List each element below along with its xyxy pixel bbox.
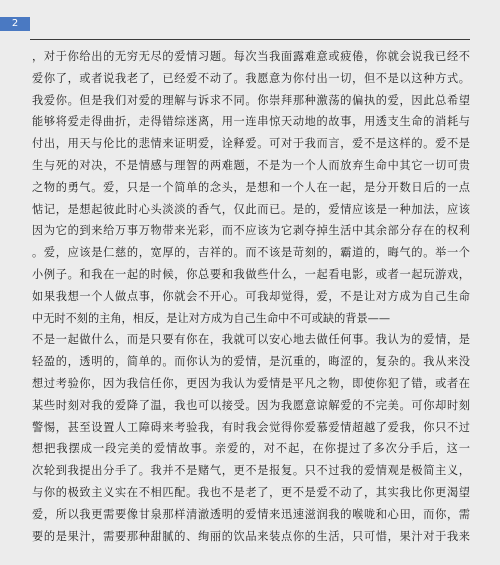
text-line: 不是一起做什么，而是只要有你在，我就可以安心地去做任何事。我认为的爱情，是 <box>32 333 470 347</box>
text-line: 次轮到我提出分手了。我并不是赌气，更不是报复。只不过我的爱情观是极简主义， <box>32 464 470 478</box>
text-line: 之物的勇气。爱，只是一个简单的念头，是想和一个人在一起，是分开数日后的一点 <box>32 180 470 194</box>
text-line: 。爱，应该是仁慈的，宽厚的，吉祥的。而不该是苛刻的，霸道的，晦气的。举一个 <box>32 246 470 260</box>
text-line: 生与死的对决，不是情感与理智的两难题，不是为一个人而放弃生命中其它一切可贵 <box>32 158 470 172</box>
text-line: 爱，所以我更需要像甘泉那样清澈透明的爱情来迅速滋润我的喉咙和心田，而你，需 <box>32 507 470 521</box>
text-line: 想把我摆成一段完美的爱情故事。亲爱的，对不起，在你提过了多次分手后，这一 <box>32 442 470 456</box>
text-line: 我爱你。但是我们对爱的理解与诉求不同。你崇拜那种激荡的偏执的爱，因此总希望 <box>32 93 470 107</box>
text-line: 能够将爱走得曲折，走得错综迷离，用一连串惊天动地的故事，用透支生命的消耗与 <box>32 115 470 129</box>
text-line: 爱你了，或者说我老了，已经爱不动了。我愿意为你付出一切，但不是以这种方式。 <box>32 71 470 85</box>
text-line: 某些时刻对我的爱降了温，我也可以接受。因为我愿意谅解爱的不完美。可你却时刻 <box>32 398 470 412</box>
text-line: 要的是果汁，需要那种甜腻的、绚丽的饮品来装点你的生活，只可惜，果汁对于我来 <box>32 529 470 543</box>
text-line: 付出，用天与伦比的悲情来证明爱，诠释爱。可对于我而言，爱不是这样的。爱不是 <box>32 137 470 151</box>
body-text <box>32 46 470 547</box>
text-line: 如果我想一个人做点事，你就会不开心。可我却觉得，爱，不是让对方成为自己生命 <box>32 289 470 303</box>
text-line: 与你的极致主义实在不相匹配。我也不是老了，更不是爱不动了，其实我比你更渴望 <box>32 485 470 499</box>
text-line: 小例子。和我在一起的时候，你总要和我做些什么，一起看电影，或者一起玩游戏， <box>32 267 470 281</box>
text-line: ，对于你给出的无穷无尽的爱情习题。每次当我面露难意或疲倦，你就会说我已经不 <box>32 50 470 63</box>
text-line: 想过考验你，因为我信任你，更因为我认为爱情是平凡之物，即使你犯了错，或者在 <box>32 376 470 390</box>
text-line: 中无时不刻的主角，相反，是让对方成为自己生命中不可或缺的背景—— <box>32 311 391 325</box>
text-line: 轻盈的，透明的，简单的。而你认为的爱情，是沉重的，晦涩的，复杂的。我从来没 <box>32 355 470 369</box>
page-number-badge: 2 <box>0 17 30 31</box>
header-rule <box>30 39 470 40</box>
text-line: 警惕，甚至设置人工障碍来考验我，有时我会觉得你爱慕爱情超越了爱我，你只不过 <box>32 420 470 434</box>
text-line: 因为它的到来给万事万物带来光彩，而不应该为它剥夺掉生活中其余部分存在的权利 <box>32 224 470 238</box>
text-line: 惦记，是想起彼此时心头淡淡的香气，仅此而已。是的，爱情应该是一种加法，应该 <box>32 202 470 216</box>
